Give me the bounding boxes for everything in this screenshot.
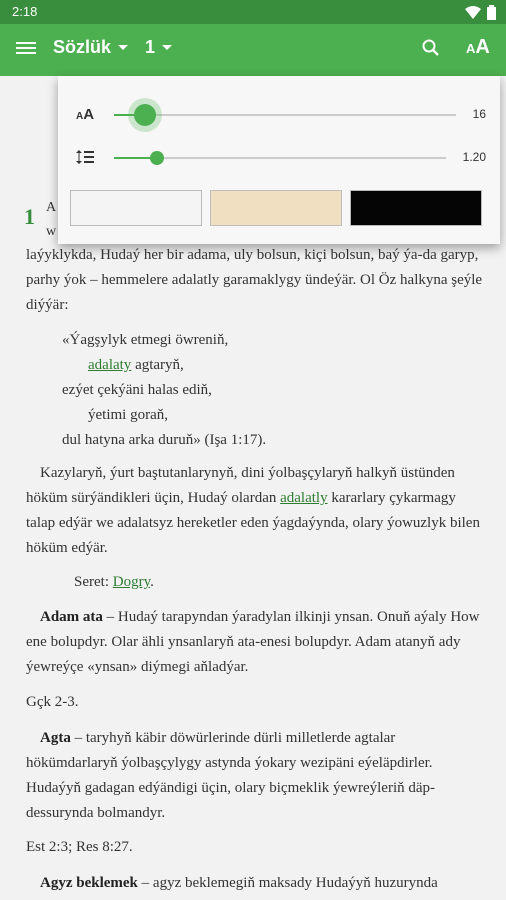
chevron-down-icon bbox=[118, 45, 128, 50]
glossary-entry: Agta – taryhyň käbir döwürlerinde dürli milletlerde agtalar hökümdarlaryň ýolbaşçylygy astynda ýokary wezipäni eýeläpdirler. Hudaýyň gadagan edýändigi üçin, olary biçmeklik ýewreýleriň däp-dessurynda bolmandyr. bbox=[26, 730, 436, 821]
line-spacing-icon bbox=[76, 149, 94, 165]
font-size-slider[interactable] bbox=[114, 114, 456, 116]
line-spacing-row bbox=[58, 143, 500, 173]
cross-reference: Seret: Dogry. bbox=[74, 574, 154, 590]
menu-icon[interactable] bbox=[16, 39, 36, 59]
chapter-label: 1 bbox=[145, 37, 156, 57]
glossary-entry: Agyz beklemek – agyz beklemegiň maksady Hudaýyň huzurynda bbox=[40, 875, 438, 891]
poem-line: adalaty agtaryň, bbox=[88, 357, 184, 373]
status-time: 2:18 bbox=[12, 4, 38, 19]
font-size-slider-thumb[interactable] bbox=[134, 104, 156, 126]
theme-light-button[interactable] bbox=[70, 190, 202, 226]
book-selector[interactable] bbox=[53, 37, 128, 58]
chapter-number: 1 bbox=[24, 204, 35, 229]
wifi-icon bbox=[465, 6, 481, 19]
scripture-reference: Est 2:3; Res 8:27. bbox=[26, 839, 133, 855]
line-spacing-value: 1.20 bbox=[462, 150, 486, 164]
line-spacing-slider-thumb[interactable] bbox=[150, 151, 164, 165]
entry-term: Adam ata bbox=[40, 609, 103, 625]
glossary-link-adalaty[interactable]: adalaty bbox=[88, 357, 132, 373]
paragraph: laýyklykda, Hudaý her bir adama, uly bolsun, kiçi bolsun, baý ýa-da garyp, parhy ýok – hemmelere adalatly garamaklygy ündeýär. Ol Öz halkyna şeýle diýýär: bbox=[26, 247, 483, 313]
theme-selector bbox=[70, 190, 482, 226]
app-bar bbox=[0, 24, 506, 76]
poem bbox=[62, 328, 266, 453]
book-label: Sözlük bbox=[53, 37, 112, 57]
status-bar bbox=[0, 0, 506, 24]
paragraph: Kazylaryň, ýurt baştutanlarynyň, dini ýolbaşçylaryň halkyň üstünden höküm sürýändikleri üçin, Hudaý olardan adalatly kararlary çykarmagy talap edýär we adalatsyz hereketler eden ýagdaýynda, olary ýowuzlyk bilen höküm edýär. bbox=[26, 465, 480, 556]
line-spacing-slider[interactable] bbox=[114, 157, 446, 159]
poem-line: ezýet çekýäni halas ediň, bbox=[62, 382, 212, 398]
text-size-icon[interactable]: AA bbox=[466, 36, 490, 58]
text-settings-panel bbox=[58, 76, 500, 244]
font-size-value: 16 bbox=[472, 107, 486, 121]
poem-line: «Ýagşylyk etmegi öwreniň, bbox=[62, 332, 229, 348]
entry-term: Agta bbox=[40, 730, 71, 746]
search-icon[interactable] bbox=[421, 38, 441, 58]
font-size-row bbox=[58, 100, 500, 130]
hidden-text-fragment: w bbox=[46, 224, 57, 239]
glossary-link-dogry[interactable]: Dogry bbox=[112, 574, 151, 590]
chapter-selector[interactable] bbox=[145, 37, 172, 58]
font-size-icon: AA bbox=[76, 106, 95, 123]
poem-line: ýetimi goraň, bbox=[88, 407, 168, 423]
theme-dark-button[interactable] bbox=[350, 190, 482, 226]
glossary-entry: Adam ata – Hudaý tarapyndan ýaradylan ilkinji ynsan. Onuň aýaly How ene bolupdyr. Olar ähli ynsanlaryň ata-enesi bolupdyr. Adam atanyň ady ýewreýçe «ynsan» diýmegi aňladýar. bbox=[26, 609, 480, 675]
chevron-down-icon bbox=[162, 45, 172, 50]
theme-sepia-button[interactable] bbox=[210, 190, 342, 226]
scripture-reference: Gçk 2-3. bbox=[26, 694, 79, 710]
entry-term: Agyz beklemek bbox=[40, 875, 138, 891]
hidden-text-fragment: A bbox=[46, 200, 57, 215]
glossary-link-adalatly[interactable]: adalatly bbox=[280, 490, 328, 506]
battery-icon bbox=[487, 5, 496, 20]
poem-line: dul hatyna arka duruň» (Işa 1:17). bbox=[62, 432, 267, 448]
